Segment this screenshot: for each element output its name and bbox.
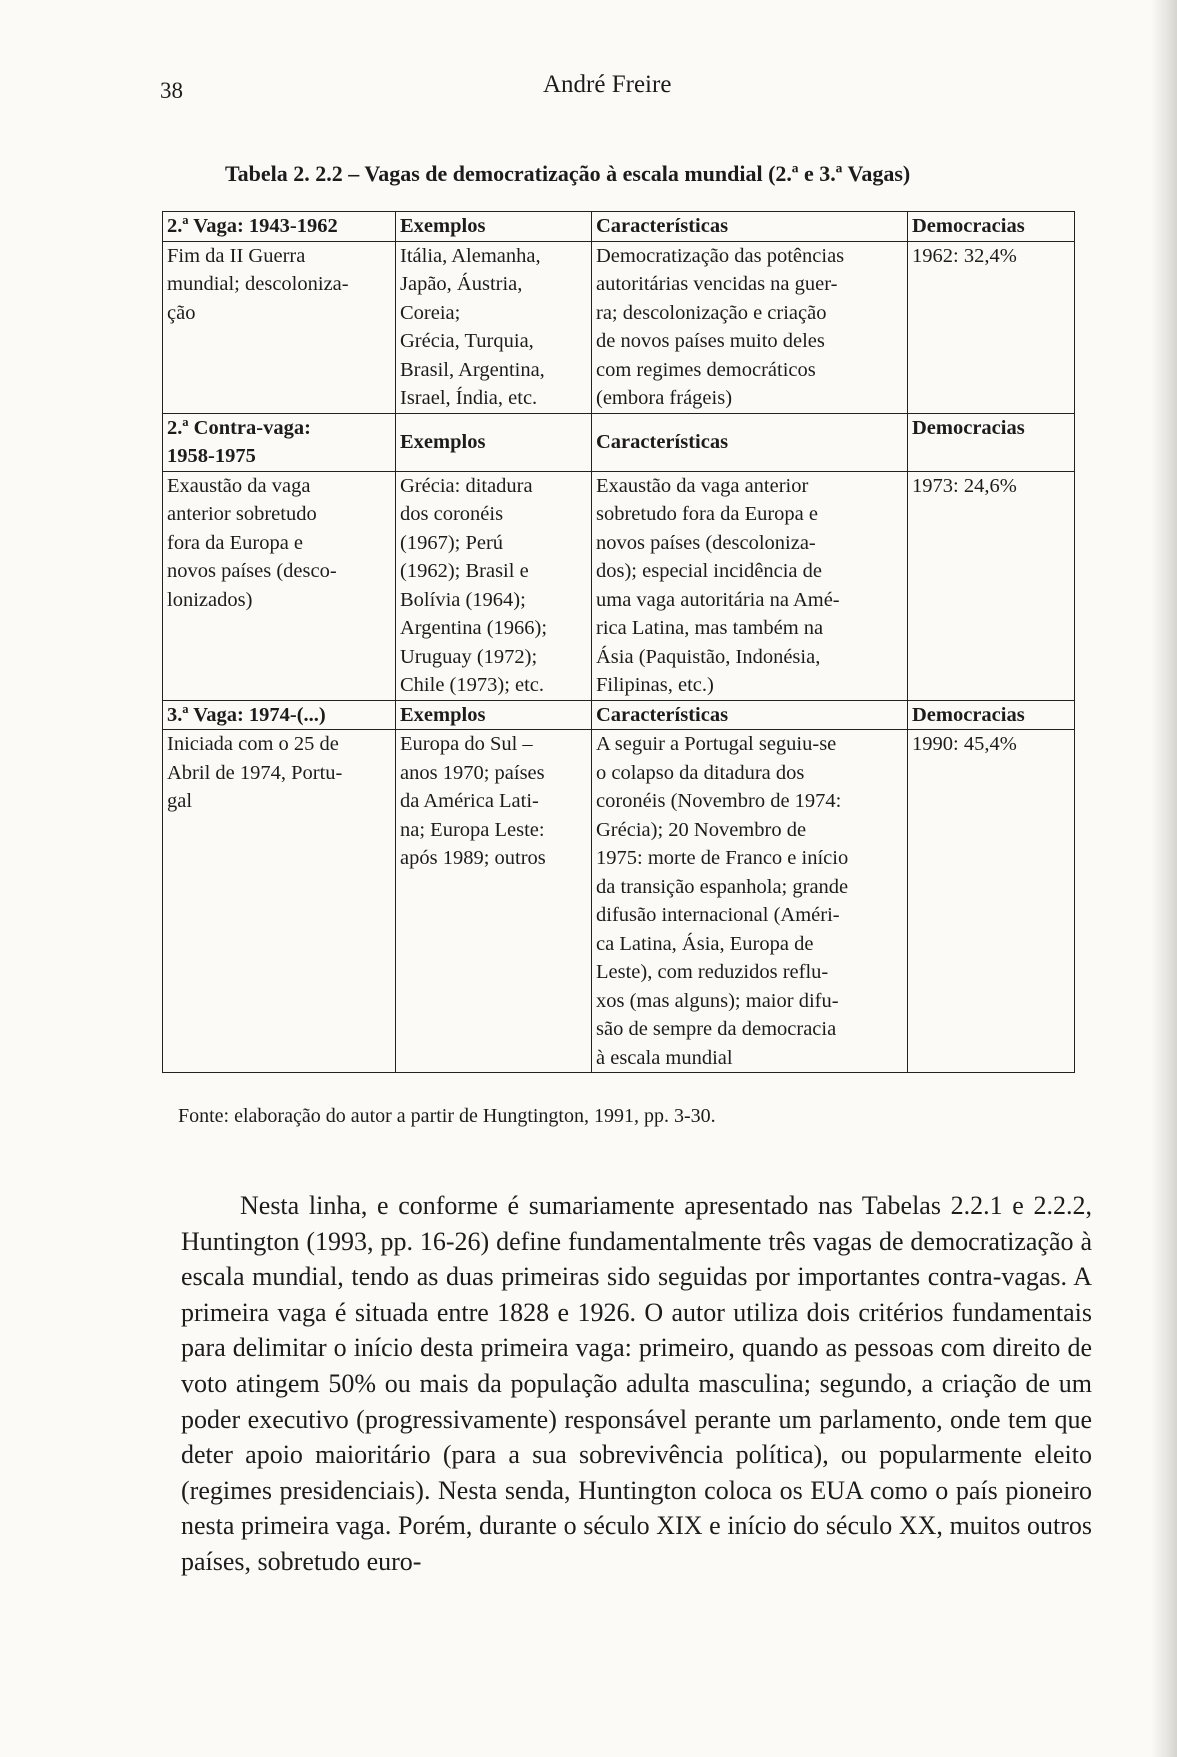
- democracies-header-cell: Democracias: [908, 700, 1075, 730]
- table-row: [163, 241, 1075, 413]
- examples-cell: Grécia: ditadura dos coronéis (1967); Perú (1962); Brasil e Bolívia (1964); Argentina (1966); Uruguay (1972); Chile (1973); etc.: [396, 471, 592, 700]
- democracies-cell: 1990: 45,4%: [908, 730, 1075, 1073]
- page-number: 38: [160, 78, 183, 103]
- page-edge: [1151, 0, 1177, 1757]
- body-paragraph: Nesta linha, e conforme é sumariamente apresentado nas Tabelas 2.2.1 e 2.2.2, Huntington (1993, pp. 16-26) define fundamentalmente três vagas de democratização à escala mundial, tendo as duas primeiras sido seguidas por importantes contra-vagas. A primeira vaga é situada entre 1828 e 1926. O autor utiliza dois critérios fundamentais para delimitar o início desta primeira vaga: primeiro, quando as pessoas com direito de voto atingem 50% ou mais da população adulta masculina; segundo, a criação de um poder executivo (progressivamente) responsável perante um parlamento, onde tem que deter apoio maioritário (para a sua sobrevivência política), ou popularmente eleito (regimes presidenciais). Nesta senda, Huntington coloca os EUA como o país pioneiro nesta primeira vaga. Porém, durante o século XIX e início do século XX, muitos outros países, sobretudo euro-: [181, 1191, 1092, 1576]
- democratization-waves-table: [162, 211, 1075, 1073]
- characteristics-header-cell: Características: [592, 413, 908, 471]
- democracies-header-cell: Democracias: [908, 212, 1075, 242]
- democracies-header-cell: Democracias: [908, 413, 1075, 471]
- running-head: André Freire: [543, 71, 672, 98]
- examples-header-cell: Exemplos: [396, 212, 592, 242]
- wave-header-cell: 2.ª Vaga: 1943-1962: [163, 212, 396, 242]
- table-header-row: [163, 700, 1075, 730]
- examples-cell: Itália, Alemanha, Japão, Áustria, Coreia; Grécia, Turquia, Brasil, Argentina, Israel, Índia, etc.: [396, 241, 592, 413]
- wave-cell: Fim da II Guerra mundial; descoloniza- ção: [163, 241, 396, 413]
- body-text: [181, 1188, 1092, 1580]
- examples-header-cell: Exemplos: [396, 413, 592, 471]
- characteristics-header-cell: Características: [592, 700, 908, 730]
- table-row: [163, 730, 1075, 1073]
- democracies-cell: 1973: 24,6%: [908, 471, 1075, 700]
- characteristics-header-cell: Características: [592, 212, 908, 242]
- table-header-row: [163, 413, 1075, 471]
- characteristics-cell: Democratização das potências autoritárias vencidas na guer- ra; descolonização e criação de novos países muito deles com regimes democráticos (embora frágeis): [592, 241, 908, 413]
- wave-cell: Iniciada com o 25 de Abril de 1974, Portu- gal: [163, 730, 396, 1073]
- democracies-cell: 1962: 32,4%: [908, 241, 1075, 413]
- wave-header-cell: 3.ª Vaga: 1974-(...): [163, 700, 396, 730]
- wave-header-cell: 2.ª Contra-vaga: 1958-1975: [163, 413, 396, 471]
- table-row: [163, 471, 1075, 700]
- wave-cell: Exaustão da vaga anterior sobretudo fora da Europa e novos países (desco- lonizados): [163, 471, 396, 700]
- examples-cell: Europa do Sul – anos 1970; países da América Lati- na; Europa Leste: após 1989; outros: [396, 730, 592, 1073]
- table-source-note: Fonte: elaboração do autor a partir de Hungtington, 1991, pp. 3-30.: [178, 1105, 716, 1127]
- characteristics-cell: A seguir a Portugal seguiu-se o colapso da ditadura dos coronéis (Novembro de 1974: Grécia); 20 Novembro de 1975: morte de Franco e início da transição espanhola; grande difusão internacional (Améri- ca Latina, Ásia, Europa de Leste), com reduzidos reflu- xos (mas alguns); maior difu- são de sempre da democracia à escala mundial: [592, 730, 908, 1073]
- examples-header-cell: Exemplos: [396, 700, 592, 730]
- characteristics-cell: Exaustão da vaga anterior sobretudo fora da Europa e novos países (descoloniza- dos); especial incidência de uma vaga autoritária na Amé- rica Latina, mas também na Ásia (Paquistão, Indonésia, Filipinas, etc.): [592, 471, 908, 700]
- table-header-row: [163, 212, 1075, 242]
- table-caption: Tabela 2. 2.2 – Vagas de democratização à escala mundial (2.ª e 3.ª Vagas): [225, 161, 911, 186]
